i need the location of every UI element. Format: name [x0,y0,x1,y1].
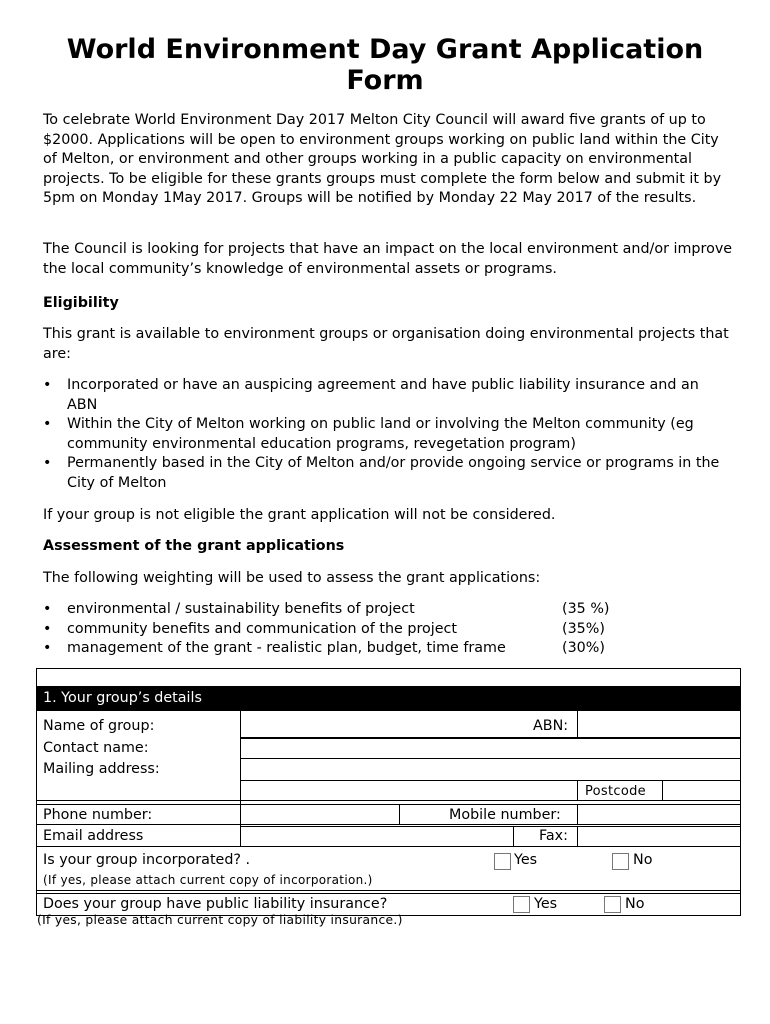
no-label: No [625,896,645,912]
yes-label: Yes [514,852,538,868]
weighting-label: environmental / sustainability benefits of project [67,601,415,617]
incorporated-note: (If yes, please attach current copy of incorporation.) [43,873,373,887]
eligibility-note: If your group is not eligible the grant application will not be considered. [43,507,556,523]
list-item: • Permanently based in the City of Melton and/or provide ongoing service or programs in the City of Melton [43,454,733,493]
postcode-field[interactable] [663,781,739,800]
assessment-heading: Assessment of the grant applications [43,538,345,554]
eligibility-list [43,376,733,493]
fax-label: Fax: [539,828,568,844]
insurance-yes-checkbox[interactable] [513,896,530,913]
mailing-address-field[interactable] [241,759,739,780]
eligibility-intro: This grant is available to environment groups or organisation doing environmental projects that are: [43,326,729,362]
contact-name-label: Contact name: [43,740,149,756]
section-title: 1. Your group’s details [43,690,202,706]
bullet: • [43,621,52,637]
mobile-number-label: Mobile number: [449,807,561,823]
group-details-form [36,668,741,916]
assessment-intro: The following weighting will be used to assess the grant applications: [43,570,541,586]
name-of-group-field[interactable] [241,712,577,737]
yes-label: Yes [534,896,558,912]
eligibility-heading: Eligibility [43,295,119,311]
council-paragraph: The Council is looking for projects that have an impact on the local environment and/or improve the local community’s knowledge of environmental assets or programs. [43,241,733,277]
list-item: • Incorporated or have an auspicing agreement and have public liability insurance and an ABN [43,376,733,415]
incorporated-question: Is your group incorporated? . [43,852,251,868]
intro-paragraph: To celebrate World Environment Day 2017 Melton City Council will award five grants of up to $2000. Applications will be open to environment groups working on public land within the City of Melton, or environment and other groups working in a public capacity on environmental projects. To be eligible for these grants groups must complete the form below and submit it by 5pm on Monday 1May 2017. Groups will be notified by Monday 22 May 2017 of the results. [43,112,722,206]
weighting-value: (35%) [562,621,605,637]
list-item: • Within the City of Melton working on public land or involving the Melton community (eg community environmental education programs, revegetation program) [43,415,733,454]
weighting-value: (30%) [562,640,605,656]
weighting-label: management of the grant - realistic plan, budget, time frame [67,640,506,656]
insurance-no-checkbox[interactable] [604,896,621,913]
weighting-label: community benefits and communication of the project [67,621,458,637]
phone-number-label: Phone number: [43,807,153,823]
weighting-value: (35 %) [562,601,610,617]
bullet: • [43,640,52,656]
insurance-note: (If yes, please attach current copy of liability insurance.) [37,913,403,927]
incorporated-yes-checkbox[interactable] [494,853,511,870]
incorporated-no-checkbox[interactable] [612,853,629,870]
mailing-address-label: Mailing address: [43,761,160,777]
fax-field[interactable] [579,827,739,846]
abn-field[interactable] [579,712,739,737]
email-address-field[interactable] [241,827,513,846]
section-header [36,686,741,710]
name-of-group-label: Name of group: [43,718,155,734]
contact-name-field[interactable] [241,739,739,758]
bullet: • [43,601,52,617]
mobile-number-field[interactable] [579,805,739,824]
phone-number-field[interactable] [241,805,399,824]
mailing-address-line-2-field[interactable] [241,781,577,800]
email-address-label: Email address [43,828,144,844]
page-title: World Environment Day Grant Application Form [66,34,704,96]
postcode-label: Postcode [585,784,646,799]
insurance-question: Does your group have public liability insurance? [43,896,388,912]
no-label: No [633,852,653,868]
abn-label: ABN: [533,718,569,734]
